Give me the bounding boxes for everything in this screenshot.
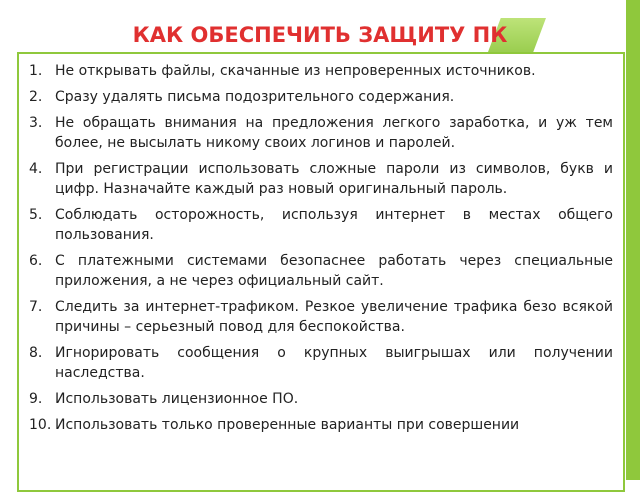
slide-title: КАК ОБЕСПЕЧИТЬ ЗАЩИТУ ПК [132, 23, 508, 47]
item-number: 9. [29, 391, 43, 407]
list-item [19, 159, 613, 199]
list-item [19, 61, 613, 81]
item-number: 2. [29, 89, 43, 105]
item-text: Использовать лицензионное ПО. [55, 391, 299, 407]
item-number: 10. [29, 417, 52, 433]
list-item [19, 415, 613, 435]
list-item [19, 87, 613, 107]
item-text: Использовать только проверенные варианты при совершении [55, 417, 520, 433]
list-item [19, 343, 613, 383]
item-number: 5. [29, 207, 43, 223]
item-text: Игнорировать сообщения о крупных выигрышах или получении наследства. [55, 345, 613, 381]
list-item [19, 205, 613, 245]
item-text: Не обращать внимания на предложения легкого заработка, и уж тем более, не высылать никому своих логинов и паролей. [55, 115, 613, 151]
list-item [19, 389, 613, 409]
item-text: Следить за интернет-трафиком. Резкое увеличение трафика безо всякой причины – серьезный повод для беспокойства. [55, 299, 613, 335]
content-box [17, 52, 625, 492]
tips-list [19, 54, 623, 435]
list-item [19, 113, 613, 153]
list-item [19, 297, 613, 337]
decorative-side-bar [626, 0, 640, 480]
item-number: 8. [29, 345, 43, 361]
item-number: 6. [29, 253, 43, 269]
item-number: 4. [29, 161, 43, 177]
item-number: 7. [29, 299, 43, 315]
item-text: Не открывать файлы, скачанные из непроверенных источников. [55, 63, 536, 79]
item-text: Сразу удалять письма подозрительного содержания. [55, 89, 455, 105]
item-text: С платежными системами безопаснее работать через специальные приложения, а не через официальный сайт. [55, 253, 613, 289]
item-number: 3. [29, 115, 43, 131]
item-text: При регистрации использовать сложные пароли из символов, букв и цифр. Назначайте каждый раз новый оригинальный пароль. [55, 161, 613, 197]
list-item [19, 251, 613, 291]
item-number: 1. [29, 63, 43, 79]
item-text: Соблюдать осторожность, используя интернет в местах общего пользования. [55, 207, 613, 243]
